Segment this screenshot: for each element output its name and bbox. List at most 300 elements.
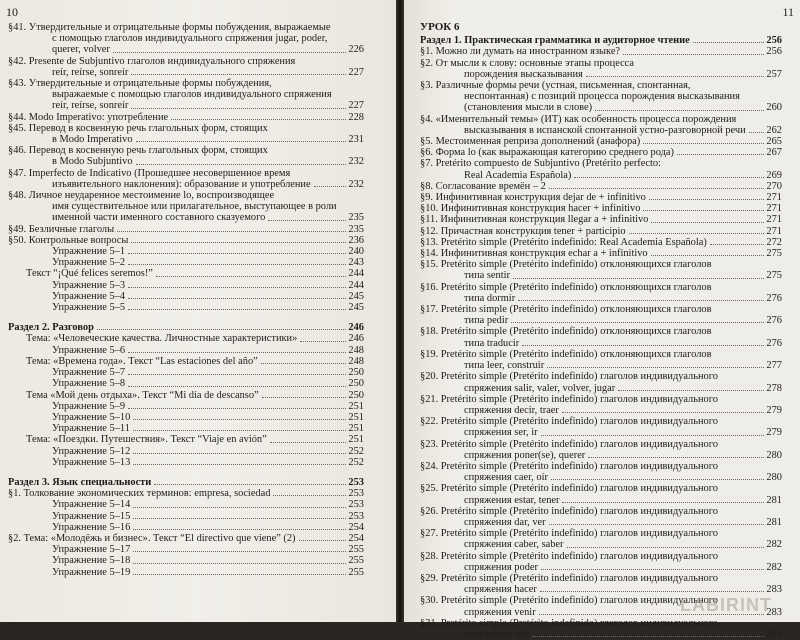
dot-leader: [128, 257, 346, 265]
toc-entry: [8, 112, 364, 123]
toc-entry-line: [420, 259, 782, 270]
toc-entry-line: [420, 214, 782, 225]
toc-page-number: 253: [348, 488, 364, 500]
toc-entry-text: спряжения caer, oír: [464, 472, 548, 484]
toc-entry: [420, 349, 782, 371]
toc-entry-text: спряжения hacer: [464, 584, 537, 596]
toc-entry: [8, 224, 364, 235]
toc-entry-text: спряжения reír: [464, 628, 529, 640]
toc-entry: [420, 46, 782, 57]
toc-entry-text: §42. Presente de Subjuntivo глаголов индивидуального спряжения: [8, 55, 296, 67]
toc-entry-line: [8, 67, 364, 78]
toc-entry-line: [420, 461, 782, 472]
toc-entry-line: [420, 573, 782, 584]
toc-entry: [420, 147, 782, 158]
toc-entry-text: спряжения venir: [464, 606, 536, 618]
toc-page-number: 226: [348, 44, 364, 56]
toc-page-number: 260: [766, 102, 782, 114]
toc-entry-line: [420, 506, 782, 517]
dot-leader: [547, 360, 764, 368]
toc-page-number: 253: [348, 510, 364, 522]
toc-entry: [420, 214, 782, 225]
toc-entry-text: Упражнение 5–11: [52, 423, 130, 435]
toc-page-number: 280: [766, 449, 782, 461]
toc-entry-line: [420, 80, 782, 91]
toc-entry-line: [420, 91, 782, 102]
toc-page-number: 252: [348, 456, 364, 468]
toc-entry-line: [420, 528, 782, 539]
toc-page-number: 244: [348, 268, 364, 280]
toc-page-number: 265: [766, 136, 782, 148]
dot-leader: [677, 147, 764, 155]
dot-leader: [128, 291, 346, 299]
toc-entry: [420, 192, 782, 203]
dot-leader: [273, 488, 346, 496]
toc-entry-line: [8, 123, 364, 134]
toc-entry-line: [8, 212, 364, 223]
toc-page-number: 227: [348, 66, 364, 78]
toc-entry-line: [420, 58, 782, 69]
toc-entry-line: [8, 555, 364, 566]
toc-entry-text: Упражнение 5–4: [52, 290, 126, 302]
toc-entry-text: Упражнение 5–9: [52, 400, 126, 412]
toc-page-number: 245: [348, 290, 364, 302]
toc-page-number: 275: [766, 270, 782, 282]
toc-entry-text: изъявительного наклонения): образование и употребление: [52, 178, 311, 190]
dot-leader: [261, 356, 347, 364]
toc-page-number: 269: [766, 169, 782, 181]
toc-entry: [8, 434, 364, 445]
toc-entry-line: [8, 378, 364, 389]
toc-page-number: 267: [766, 147, 782, 159]
toc-entry-text: §11. Инфинитивная конструкция llegar a + infinitivo: [420, 214, 649, 226]
toc-entry-text: §44. Modo Imperativo: употребление: [8, 111, 169, 123]
toc-page-number: 255: [348, 555, 364, 567]
toc-entry: [8, 291, 364, 302]
toc-entry-text: §45. Перевод в косвенную речь глагольных форм, стоящих: [8, 122, 268, 134]
toc-entry-line: [8, 112, 364, 123]
toc-entry-text: выражаемые с помощью глаголов индивидуального спряжения: [52, 89, 332, 101]
toc-entry-line: [420, 360, 782, 371]
toc-entry-line: [420, 35, 782, 46]
toc-entry-text: querer, volver: [52, 44, 110, 56]
dot-leader: [651, 248, 765, 256]
toc-entry-text: §4. «Именительный темы» (ИТ) как особенность процесса порождения: [420, 113, 737, 125]
toc-entry: [8, 145, 364, 167]
toc-entry-line: [420, 371, 782, 382]
toc-entry-text: спряжения caber, saber: [464, 539, 564, 551]
toc-entry: [420, 80, 782, 114]
toc-entry-text: Упражнение 5–16: [52, 521, 131, 533]
toc-entry-line: [420, 248, 782, 259]
toc-entry-text: §7. Pretérito compuesto de Subjuntivo (Pretérito perfecto:: [420, 158, 661, 170]
toc-page-number: 281: [766, 494, 782, 506]
toc-entry-line: [420, 270, 782, 281]
toc-entry-text: типа leer, construir: [464, 360, 545, 372]
toc-entry-line: [8, 134, 364, 145]
toc-page-number: 279: [766, 427, 782, 439]
dot-leader: [270, 434, 347, 442]
dot-leader: [97, 322, 347, 330]
toc-entry-text: §30. Pretérito simple (Pretérito indefinido) глаголов индивидуального: [420, 595, 718, 607]
toc-page-number: 270: [766, 180, 782, 192]
toc-entry-text: §48. Личное неударенное местоимение lo, воспроизводящее: [8, 190, 275, 202]
toc-entry-text: §25. Pretérito simple (Pretérito indefinido) глаголов индивидуального: [420, 483, 718, 495]
toc-entry: [8, 544, 364, 555]
toc-entry-line: [420, 170, 782, 181]
toc-entry-text: §46. Перевод в косвенную речь глагольных форм, стоящих: [8, 145, 268, 157]
toc-entry-text: §2. Тема: «Молодёжь и бизнес». Текст “El directivo que viene” (2): [8, 532, 296, 544]
toc-entry-line: [420, 102, 782, 113]
toc-entry-text: Упражнение 5–14: [52, 499, 131, 511]
toc-entry: [420, 371, 782, 393]
toc-entry: [420, 282, 782, 304]
toc-entry-text: Текст “¡Qué felices seremos!”: [26, 268, 153, 280]
toc-entry-text: §28. Pretérito simple (Pretérito indefinido) глаголов индивидуального: [420, 550, 718, 562]
toc-entry-text: §16. Pretérito simple (Pretérito indefinido) отклоняющихся глаголов: [420, 281, 712, 293]
toc-entry-line: [8, 367, 364, 378]
dot-leader: [133, 412, 346, 420]
toc-entry-line: [8, 356, 364, 367]
toc-entry-text: §21. Pretérito simple (Pretérito indefinido) глаголов индивидуального: [420, 393, 718, 405]
toc-entry: [8, 168, 364, 190]
toc-entry-line: [8, 302, 364, 313]
dot-leader: [128, 280, 346, 288]
toc-entry-line: [420, 405, 782, 416]
dot-leader: [133, 457, 346, 465]
toc-entry: [8, 567, 364, 578]
dot-leader: [131, 100, 346, 108]
toc-page-number: 252: [348, 445, 364, 457]
toc-entry-line: [420, 69, 782, 80]
toc-entry-line: [8, 44, 364, 55]
toc-entry-text: §23. Pretérito simple (Pretérito indefinido) глаголов индивидуального: [420, 438, 718, 450]
toc-entry: [8, 511, 364, 522]
toc-entry-text: §26. Pretérito simple (Pretérito indefinido) глаголов индивидуального: [420, 505, 718, 517]
toc-entry: [420, 483, 782, 505]
dot-leader: [586, 69, 765, 77]
toc-page-number: 255: [348, 544, 364, 556]
toc-entry: [8, 123, 364, 145]
toc-entry-text: §50. Контрольные вопросы: [8, 234, 129, 246]
toc-page-number: 232: [348, 156, 364, 168]
toc-page-number: 235: [348, 223, 364, 235]
toc-entry-text: спряжения ser, ir: [464, 427, 538, 439]
toc-entry-line: [8, 145, 364, 156]
toc-entry: [420, 528, 782, 550]
toc-entry-line: [420, 618, 782, 629]
toc-entry-line: [420, 495, 782, 506]
toc-entry-text: reír, reírse, sonreír: [52, 100, 129, 112]
dot-leader: [618, 383, 764, 391]
dot-leader: [643, 203, 764, 211]
toc-entry-line: [8, 567, 364, 578]
toc-entry-line: [8, 457, 364, 468]
toc-entry: [8, 446, 364, 457]
toc-page-number: 250: [348, 389, 364, 401]
dot-leader: [549, 181, 765, 189]
toc-entry: [8, 302, 364, 313]
dot-leader: [133, 423, 347, 431]
book-gutter: [396, 0, 404, 622]
toc-entry-line: [420, 439, 782, 450]
toc-entry-text: §43. Утвердительные и отрицательные формы побуждения,: [8, 78, 272, 90]
toc-entry-line: [420, 181, 782, 192]
toc-entry: [8, 555, 364, 566]
toc-page-number: 246: [348, 333, 364, 345]
toc-entry: [8, 56, 364, 78]
dot-leader: [117, 224, 346, 232]
dot-leader: [710, 237, 765, 245]
toc-entry-line: [420, 349, 782, 360]
toc-entry: [420, 326, 782, 348]
dot-leader: [522, 338, 764, 346]
toc-entry-line: [420, 517, 782, 528]
toc-entry: [420, 259, 782, 281]
toc-entry-line: [8, 477, 364, 488]
toc-entry: [420, 506, 782, 528]
toc-entry-line: [8, 246, 364, 257]
toc-page-number: 243: [348, 257, 364, 269]
toc-page-number: 228: [348, 111, 364, 123]
dot-leader: [595, 102, 764, 110]
dot-leader: [299, 533, 347, 541]
dot-leader: [133, 567, 346, 575]
dot-leader: [562, 495, 764, 503]
toc-entry: [420, 136, 782, 147]
dot-leader: [693, 35, 765, 43]
toc-entry: [8, 356, 364, 367]
watermark-logo: LABIRINT: [680, 595, 772, 615]
dot-leader: [133, 555, 346, 563]
toc-page-number: 232: [348, 178, 364, 190]
dot-leader: [588, 450, 764, 458]
dot-leader: [649, 192, 765, 200]
toc-entry-line: [420, 427, 782, 438]
dot-leader: [136, 156, 347, 164]
toc-entry-text: Упражнение 5–17: [52, 544, 131, 556]
toc-page-number: 245: [348, 302, 364, 314]
toc-entry-line: [420, 293, 782, 304]
toc-entry-line: [8, 179, 364, 190]
toc-entry-text: §2. От мысли к слову: основные этапы процесса: [420, 57, 635, 69]
toc-page-number: 271: [766, 214, 782, 226]
dot-leader: [541, 562, 764, 570]
toc-entry-text: Упражнение 5–5: [52, 302, 126, 314]
dot-leader: [513, 270, 764, 278]
toc-entry-line: [8, 522, 364, 533]
toc-entry-line: [8, 533, 364, 544]
toc-page-number: 256: [766, 35, 782, 47]
dot-leader: [268, 212, 346, 220]
toc-entry-line: [8, 511, 364, 522]
toc-page-number: 278: [766, 382, 782, 394]
toc-entry-text: Тема: «Поездки. Путешествия». Текст “Viaje en avión”: [26, 434, 267, 446]
dot-leader: [562, 405, 765, 413]
toc-entry-line: [8, 423, 364, 434]
toc-entry-text: §1. Можно ли думать на иностранном языке?: [420, 46, 621, 58]
toc-entry-line: [420, 114, 782, 125]
dot-leader: [133, 446, 346, 454]
toc-entry-text: §3. Различные формы речи (устная, письменная, спонтанная,: [420, 80, 691, 92]
toc-entry-text: §13. Pretérito simple (Pretérito indefinido: Real Academia Española): [420, 236, 707, 248]
toc-entry-text: порождения высказывания: [464, 68, 583, 80]
right-page: [404, 0, 800, 640]
toc-page-number: 280: [766, 472, 782, 484]
toc-entry-text: спряжения estar, tener: [464, 494, 560, 506]
toc-page-number: 282: [766, 539, 782, 551]
toc-entry-line: [8, 446, 364, 457]
toc-entry: [420, 114, 782, 136]
toc-entry: [8, 268, 364, 279]
toc-entry-line: [420, 158, 782, 169]
toc-entry-line: [420, 551, 782, 562]
toc-page-number: 246: [348, 322, 364, 334]
toc-entry: [8, 280, 364, 291]
toc-entry-text: Упражнение 5–7: [52, 367, 126, 379]
toc-entry: [8, 412, 364, 423]
toc-page-number: 257: [766, 68, 782, 80]
toc-entry-line: [420, 584, 782, 595]
toc-entry: [420, 304, 782, 326]
toc-entry-text: §47. Imperfecto de Indicativo (Прошедшее несовершенное время: [8, 167, 291, 179]
toc-entry: [8, 423, 364, 434]
toc-entry-line: [8, 100, 364, 111]
toc-page-number: 276: [766, 315, 782, 327]
toc-entry-text: §10. Инфинитивная конструкция hacer + infinitivo: [420, 203, 641, 215]
toc-entry-line: [420, 383, 782, 394]
toc-entry: [420, 203, 782, 214]
toc-page-number: 271: [766, 203, 782, 215]
toc-page-number: 251: [348, 423, 364, 435]
toc-page-number: 251: [348, 411, 364, 423]
toc-entry: [420, 226, 782, 237]
toc-entry: [8, 78, 364, 112]
toc-entry-line: [420, 416, 782, 427]
toc-entry-text: Тема: «Времена года». Текст “Las estaciones del año”: [26, 355, 258, 367]
toc-entry: [420, 158, 782, 180]
toc-entry-text: §22. Pretérito simple (Pretérito indefinido) глаголов индивидуального: [420, 416, 718, 428]
toc-entry: [8, 378, 364, 389]
toc-page-number: 235: [348, 212, 364, 224]
toc-entry-text: спряжения poder: [464, 561, 538, 573]
toc-entry: [420, 58, 782, 80]
toc-entry-line: [420, 562, 782, 573]
toc-entry-line: [8, 333, 364, 344]
toc-entry-line: [8, 322, 364, 333]
toc-entry-line: [8, 544, 364, 555]
dot-leader: [532, 629, 765, 637]
toc-entry-text: Упражнение 5–3: [52, 279, 126, 291]
toc-entry-text: §5. Местоименная репризa дополнений (анафора): [420, 136, 641, 148]
dot-leader: [128, 345, 346, 353]
toc-entry-text: §49. Безличные глаголы: [8, 223, 115, 235]
toc-entry-line: [8, 401, 364, 412]
toc-entry: [8, 367, 364, 378]
toc-entry: [8, 401, 364, 412]
dot-leader: [128, 302, 346, 310]
toc-page-number: 251: [348, 434, 364, 446]
dot-leader: [128, 401, 346, 409]
toc-entry: [420, 551, 782, 573]
table-of-contents: [8, 22, 364, 578]
toc-page-number: 248: [348, 344, 364, 356]
dot-leader: [629, 226, 765, 234]
toc-entry-text: §17. Pretérito simple (Pretérito indefinido) отклоняющихся глаголов: [420, 304, 712, 316]
lesson-heading: УРОК 6: [420, 21, 460, 33]
table-of-contents: [420, 22, 782, 640]
dot-leader: [133, 522, 346, 530]
toc-entry-text: Упражнение 5–2: [52, 257, 126, 269]
toc-entry: [8, 533, 364, 544]
dot-leader: [541, 427, 765, 435]
toc-page-number: 255: [348, 566, 364, 578]
toc-page-number: 272: [766, 236, 782, 248]
toc-entry-text: §20. Pretérito simple (Pretérito indefinido) глаголов индивидуального: [420, 371, 718, 383]
toc-entry-line: [420, 304, 782, 315]
dot-leader: [128, 367, 346, 375]
toc-entry-line: [420, 326, 782, 337]
toc-entry: [420, 181, 782, 192]
toc-entry: [8, 499, 364, 510]
toc-section-heading: [8, 322, 364, 333]
toc-entry-text: §31. Pretérito simple (Pretérito indefinido) глаголов индивидуального: [420, 617, 718, 629]
toc-entry: [420, 248, 782, 259]
toc-entry-line: [8, 291, 364, 302]
toc-entry-text: Упражнение 5–6: [52, 344, 126, 356]
toc-entry-text: неспонтанная) с позиций процесса порождения высказывания: [464, 91, 740, 103]
dot-leader: [113, 44, 347, 52]
dot-leader: [300, 333, 346, 341]
toc-entry-text: §15. Pretérito simple (Pretérito indefinido) отклоняющихся глаголов: [420, 259, 712, 271]
toc-entry: [8, 235, 364, 246]
toc-entry-line: [420, 539, 782, 550]
toc-page-number: 271: [766, 225, 782, 237]
dot-leader: [643, 136, 764, 144]
toc-entry-line: [420, 483, 782, 494]
section-spacer: [8, 313, 364, 322]
toc-entry-line: [8, 268, 364, 279]
toc-entry-line: [8, 168, 364, 179]
toc-entry: [8, 246, 364, 257]
toc-entry-text: высказывания в испанской спонтанной устно-разговорной речи: [464, 124, 746, 136]
toc-page-number: 282: [766, 561, 782, 573]
dot-leader: [171, 112, 346, 120]
toc-entry-text: Упражнение 5–8: [52, 378, 126, 390]
toc-entry-text: Упражнение 5–13: [52, 456, 131, 468]
section-spacer: [8, 468, 364, 477]
dot-leader: [262, 390, 347, 398]
toc-entry: [420, 394, 782, 416]
dot-leader: [133, 499, 346, 507]
toc-entry-text: Тема: «Человеческие качества. Личностные характеристики»: [26, 333, 298, 345]
dot-leader: [511, 315, 764, 323]
toc-page-number: 244: [348, 279, 364, 291]
toc-page-number: 281: [766, 516, 782, 528]
toc-entry-line: [8, 499, 364, 510]
dot-leader: [154, 477, 346, 485]
toc-entry-line: [420, 226, 782, 237]
toc-entry-text: §18. Pretérito simple (Pretérito indefinido) отклоняющихся глаголов: [420, 326, 712, 338]
toc-entry: [420, 573, 782, 595]
toc-entry-text: спряжения poner(se), querer: [464, 449, 586, 461]
toc-entry: [420, 439, 782, 461]
toc-entry-text: §14. Инфинитивная конструкция echar a + infinitivo: [420, 248, 648, 260]
toc-entry-line: [8, 488, 364, 499]
toc-entry-line: [8, 56, 364, 67]
toc-page-number: 253: [348, 476, 364, 488]
dot-leader: [131, 67, 346, 75]
